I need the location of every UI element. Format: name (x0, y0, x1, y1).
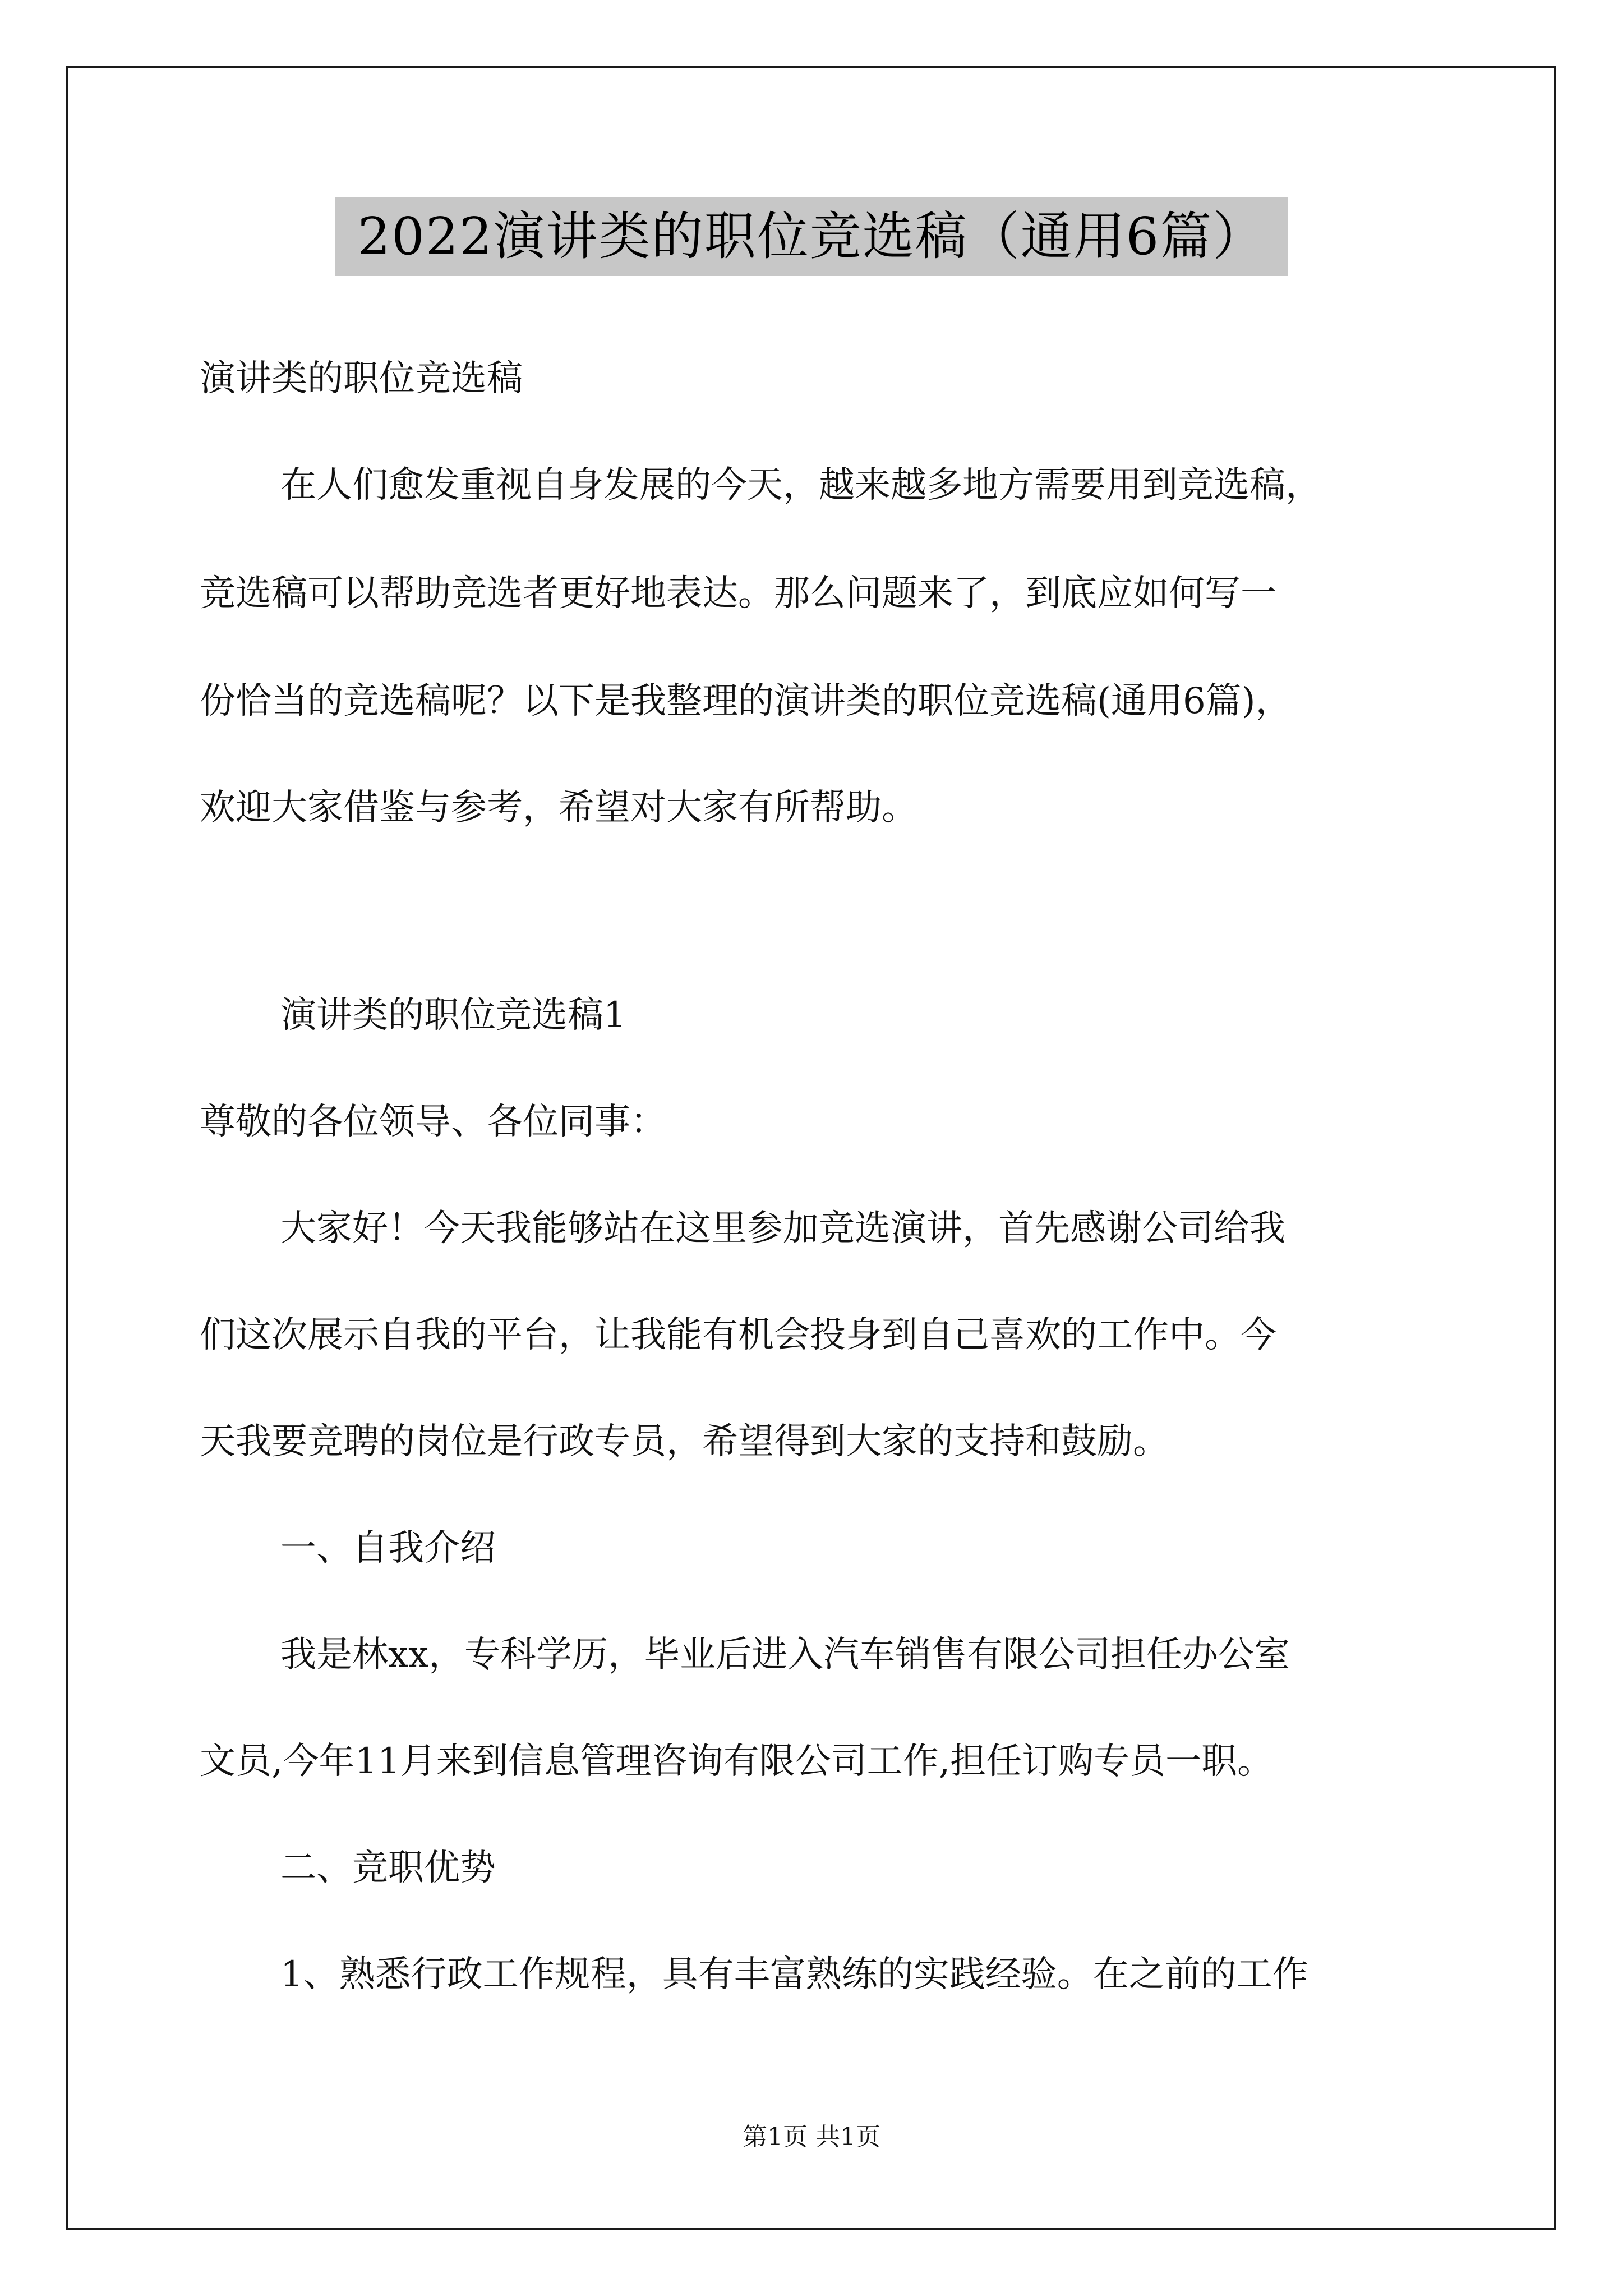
body-paragraph-line: 大家好！今天我能够站在这里参加竞选演讲，首先感谢公司给我 (280, 1208, 1285, 1249)
intro-paragraph-line: 在人们愈发重视自身发展的今天，越来越多地方需要用到竞选稿， (280, 464, 1321, 506)
body-paragraph-line: 1、熟悉行政工作规程，具有丰富熟练的实践经验。在之前的工作 (280, 1954, 1308, 1995)
page-footer: 第1页 共1页 (743, 2123, 880, 2151)
subheading-self-introduction: 一、自我介绍 (280, 1527, 496, 1569)
body-paragraph-line: 我是林xx，专科学历，毕业后进入汽车销售有限公司担任办公室 (280, 1634, 1290, 1676)
intro-paragraph-line: 欢迎大家借鉴与参考，希望对大家有所帮助。 (200, 787, 917, 829)
section-heading: 演讲类的职位竞选稿1 (280, 995, 626, 1036)
title-container (0, 197, 1623, 276)
body-paragraph-line: 们这次展示自我的平台，让我能有机会投身到自己喜欢的工作中。今 (200, 1314, 1276, 1356)
intro-paragraph-line: 竞选稿可以帮助竞选者更好地表达。那么问题来了，到底应如何写一 (200, 573, 1276, 614)
salutation: 尊敬的各位领导、各位同事： (200, 1101, 666, 1143)
subheading-advantages: 二、竞职优势 (280, 1847, 496, 1889)
intro-heading: 演讲类的职位竞选稿 (200, 358, 523, 399)
document-title: 2022演讲类的职位竞选稿（通用6篇） (335, 197, 1288, 276)
intro-paragraph-line: 份恰当的竞选稿呢？以下是我整理的演讲类的职位竞选稿(通用6篇)， (200, 680, 1292, 722)
body-paragraph-line: 天我要竞聘的岗位是行政专员，希望得到大家的支持和鼓励。 (200, 1421, 1169, 1462)
body-paragraph-line: 文员,今年11月来到信息管理咨询有限公司工作,担任订购专员一职。 (200, 1741, 1274, 1782)
